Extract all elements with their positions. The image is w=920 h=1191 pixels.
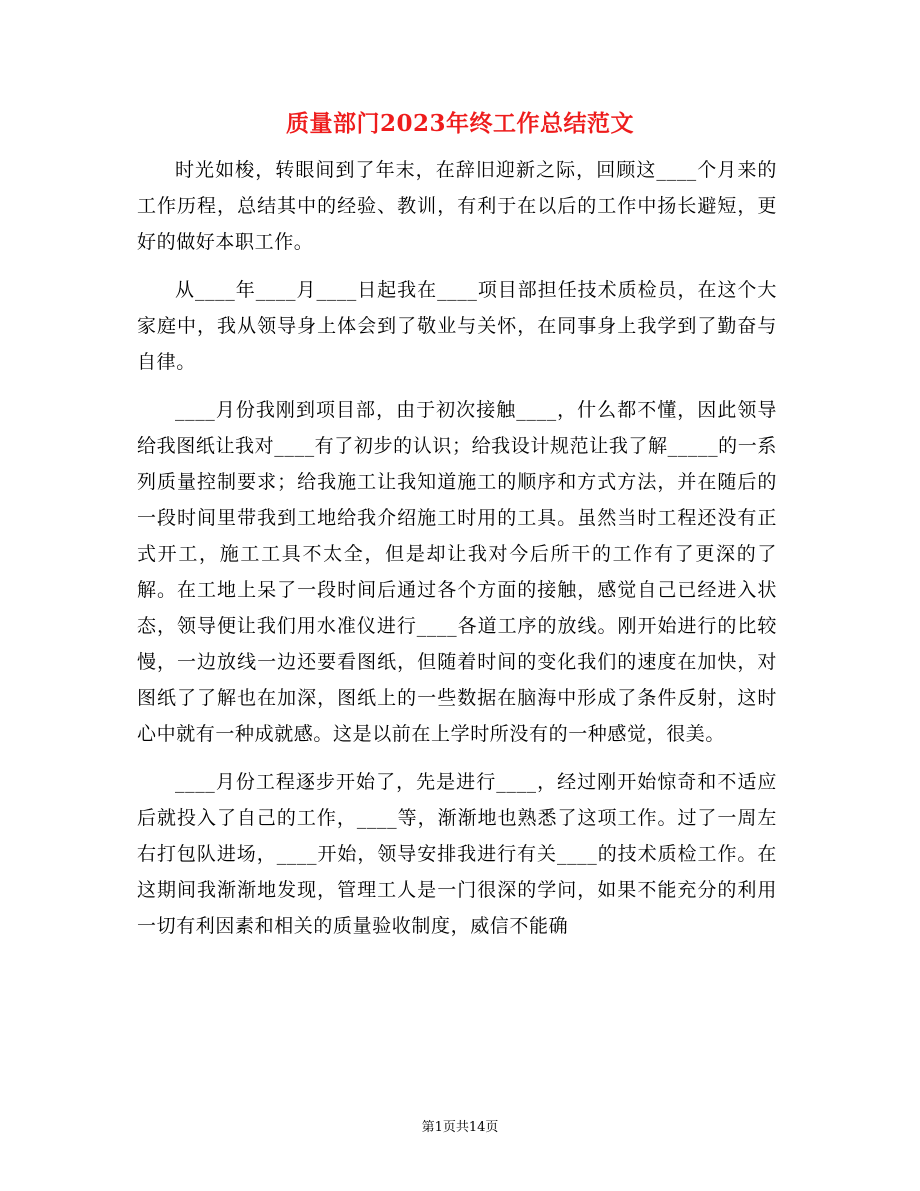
document-body [137,152,777,956]
paragraph: ____月份工程逐步开始了，先是进行____，经过刚开始惊奇和不适应后就投入了自己的工作，____等，渐渐地也熟悉了这项工作。过了一周左右打包队进场，____开始，领导安排我进行有关____的技术质检工作。在这期间我渐渐地发现，管理工人是一门很深的学问，如果不能充分的利用一切有利因素和相关的质量验收制度，威信不能确 [137,771,777,937]
page-title: 质量部门2023年终工作总结范文 [285,110,634,137]
page-number-footer: 第1页共14页 [421,1120,499,1135]
paragraph: 从____年____月____日起我在____项目部担任技术质检员，在这个大家庭中，我从领导身上体会到了敬业与关怀，在同事身上我学到了勤奋与自律。 [137,279,777,373]
paragraph: 时光如梭，转眼间到了年末，在辞旧迎新之际，回顾这____个月来的工作历程，总结其中的经验、教训，有利于在以后的工作中扬长避短，更好的做好本职工作。 [137,159,777,253]
paragraph: ____月份我刚到项目部，由于初次接触____，什么都不懂，因此领导给我图纸让我对____有了初步的认识；给我设计规范让我了解_____的一系列质量控制要求；给我施工让我知道施工的顺序和方式方法，并在随后的一段时间里带我到工地给我介绍施工时用的工具。虽然当时工程还没有正式开工，施工工具不太全，但是却让我对今后所干的工作有了更深的了解。在工地上呆了一段时间后通过各个方面的接触，感觉自己已经进入状态，领导便让我们用水准仪进行____各道工序的放线。刚开始进行的比较慢，一边放线一边还要看图纸，但随着时间的变化我们的速度在加快，对图纸了了解也在加深，图纸上的一些数据在脑海中形成了条件反射，这时心中就有一种成就感。这是以前在上学时所没有的一种感觉，很美。 [137,399,777,745]
